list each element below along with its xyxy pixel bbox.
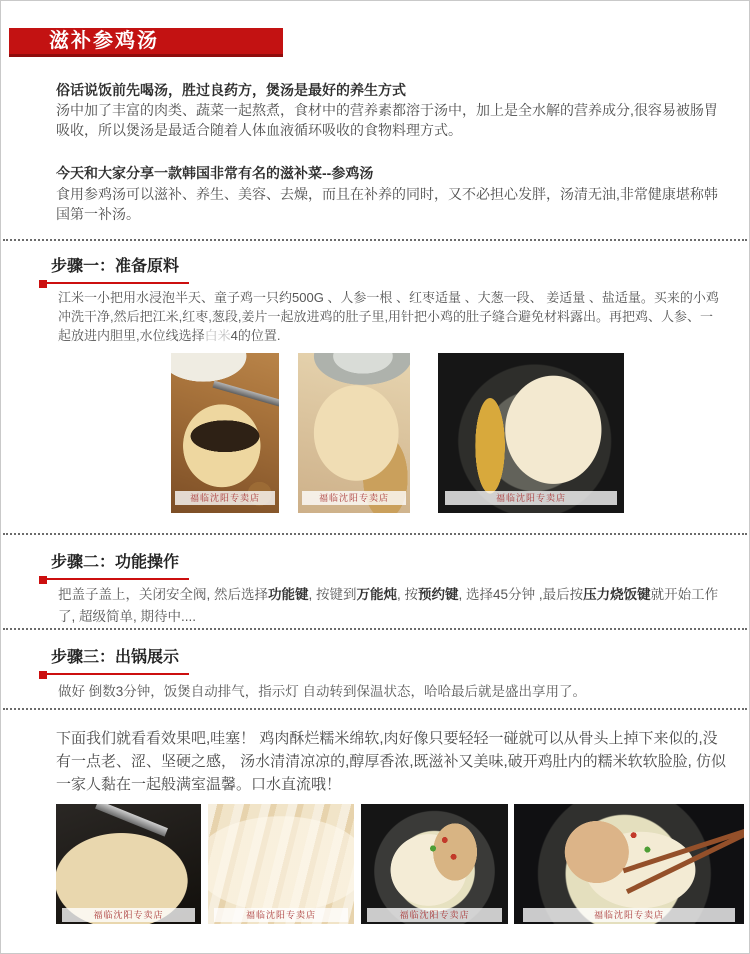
step1-heading: 步骤一：准备原料: [39, 253, 189, 284]
step1-photo-sewing-chicken: [298, 353, 410, 513]
result-photo-soup-pot: [361, 804, 508, 924]
step1-photo-chicken-in-pot: [438, 353, 624, 513]
step1-photo-stuffing-chicken: [171, 353, 279, 513]
watermark-label: 福临沈阳专卖店: [367, 908, 502, 922]
intro-heading-1: 俗话说饭前先喝汤，胜过良药方，煲汤是最好的养生方式: [56, 82, 406, 98]
result-photo-tearing-chicken: [56, 804, 201, 924]
watermark-label: 福临沈阳专卖店: [214, 908, 348, 922]
watermark-label: 福临沈阳专卖店: [302, 491, 405, 505]
page-title: 滋补参鸡汤: [49, 30, 159, 52]
watermark-label: 福临沈阳专卖店: [175, 491, 274, 505]
watermark-label: 福临沈阳专卖店: [523, 908, 735, 922]
watermark-label: 福临沈阳专卖店: [445, 491, 616, 505]
intro-heading-2: 今天和大家分享一款韩国非常有名的滋补菜--参鸡汤: [56, 165, 374, 181]
dotted-divider-3: [3, 628, 747, 630]
result-text: 下面我们就看看效果吧,哇塞！ 鸡肉酥烂糯米绵软,肉好像只要轻轻一碰就可以从骨头上掉下来似的,没有一点老、涩、坚硬之感， 汤水清清凉凉的,醇厚香浓,既滋补又美味,破开鸡肚内的糯米软软脸脸, 仿似一家人黏在一起般满室温馨。口水直流哦！: [56, 730, 727, 793]
title-banner: [9, 28, 283, 57]
dotted-divider-2: [3, 533, 747, 535]
step2-body: 把盖子盖上，关闭安全阀, 然后选择功能键, 按键到万能炖, 按预约键, 选择45分钟 ,最后按压力烧饭键就开始工作了, 超级简单, 期待中....: [58, 587, 719, 624]
step3-heading: 步骤三：出锅展示: [39, 644, 189, 675]
intro-body-1: 汤中加了丰富的肉类、蔬菜一起熬煮，食材中的营养素都溶于汤中，加上是全水解的营养成分,很容易被肠胃吸收，所以煲汤是最适合随着人体血液循环吸收的食物料理方式。: [56, 102, 718, 138]
dotted-divider-4: [3, 708, 747, 710]
result-photo-soup-chopsticks: [514, 804, 744, 924]
result-photo-shredded-meat: [208, 804, 354, 924]
watermark-label: 福临沈阳专卖店: [62, 908, 195, 922]
step3-body: 做好 倒数3分钟，饭煲自动排气，指示灯 自动转到保温状态，哈哈最后就是盛出享用了。: [58, 684, 587, 699]
dotted-divider-1: [3, 239, 747, 241]
intro-body-2: 食用参鸡汤可以滋补、养生、美容、去燥，而且在补养的同时，又不必担心发胖，汤清无油,非常健康堪称韩国第一补汤。: [56, 186, 718, 222]
step1-body: 江米一小把用水浸泡半天、童子鸡一只约500G 、人参一根 、红枣适量 、大葱一段、 姜适量 、盐适量。买来的小鸡冲洗干净,然后把江米,红枣,葱段,姜片一起放进鸡的肚子里,用针把小鸡的肚子缝合避免材料露出。再把鸡、人参、一起放进内胆里,水位线选择白米4的位置.: [58, 290, 719, 343]
step2-heading: 步骤二：功能操作: [39, 549, 189, 580]
